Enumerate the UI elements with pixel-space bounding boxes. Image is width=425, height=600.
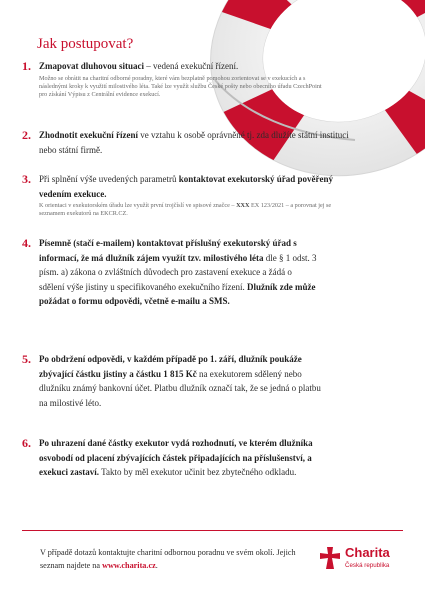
step-plain-text: Při splnění výše uvedených parametrů [39,174,179,184]
charita-logo [319,544,399,574]
step-main-text [39,172,354,201]
step-number: 1. [22,59,31,73]
step-bold-text: kontaktovat exekutorský úřad pověřený vedením exekuce. [39,174,333,199]
step-1 [22,59,362,99]
note-bold: XXX [236,202,250,209]
step-note: Možno se obrátit na charitní odborné poradny, které vám bezplatně pomohou zorientovat se v exekucích a s následnými kroky k využití milostivého léta. Také lze využít službu České pošty nebo obecního úřadu CzechPoint pro získání Výpisu z Centrální evidence exekucí. [39,74,322,98]
step-bold-text: Zhodnotit exekuční řízení [39,130,139,140]
note-plain: K orientaci v exekutorském úřadu lze využít první trojčíslí ve spisové značce – [39,202,237,209]
step-bold-text: Zmapovat dluhovou situaci [39,61,145,71]
step-number: 4. [22,236,31,250]
step-bold-text: Po uhrazení dané částky exekutor vydá rozhodnutí, ve kterém dlužníka osvobodí od placení zbývajících částek připadajících na příslušenství, a exekuci zastaví. [39,438,313,477]
step-number: 3. [22,172,31,186]
step-main-text [39,128,354,157]
footer-text [40,547,310,572]
step-main-text [39,352,324,410]
footer-divider [22,530,403,531]
charita-website-link[interactable]: www.charita.cz [102,560,156,570]
step-bold-text: Po obdržení odpovědi, v každém případě po 1. září, dlužník poukáže zbývající částku jistiny a částku 1 815 Kč [39,354,302,379]
step-3 [22,172,362,218]
step-5 [22,352,362,410]
step-4 [22,236,362,309]
step-main-text [39,436,324,480]
step-number: 5. [22,352,31,366]
footer-plain-text: V případě dotazů kontaktujte charitní odbornou poradnu ve svém okolí. Jejich seznam najdete na [40,548,296,570]
note-rest: EX 123/2021 – a porovnat jej se seznamem exekutorů na EKCR.CZ. [39,202,332,218]
step-note [39,202,339,218]
step-rest-text: dle § 1 odst. 3 písm. a) zákona o zvláštních důvodech pro zastavení exekuce a žádá o sdělení výše jistiny u specifikovaného exekučního řízení. [39,252,317,292]
step-main-text [39,236,319,309]
step-bold-text-2: Dlužník zde může požádat o formu odpovědi, včetně e-mailu a SMS. [39,281,316,306]
step-6 [22,436,362,480]
step-bold-text: Písemně (stačí e-mailem) kontaktovat příslušný exekutorský úřad s informací, že má dlužník zájem využít tzv. milostivého léta [39,238,297,263]
step-rest-text: Takto by měl exekutor učinit bez zbytečného odkladu. [99,467,297,477]
step-rest-text: ve vztahu k osobě oprávněné tj. zda dlužíte státní instituci nebo státní firmě. [39,130,349,155]
logo-subtitle: Česká republika [345,562,390,569]
charita-cross-icon [319,546,341,570]
step-rest-text: na exekutorem sdělený nebo dlužníku známý bankovní účet. Platbu dlužník označí tak, že se jedná o platbu na milostivé léto. [39,368,321,408]
step-number: 2. [22,128,31,142]
footer-text-end: . [155,560,158,570]
page-title: Jak postupovat? [37,36,134,52]
step-main-text [39,59,362,74]
logo-name: Charita [345,545,390,560]
step-2 [22,128,362,157]
step-number: 6. [22,436,31,450]
step-rest-text: – vedená exekuční řízení. [144,61,239,71]
